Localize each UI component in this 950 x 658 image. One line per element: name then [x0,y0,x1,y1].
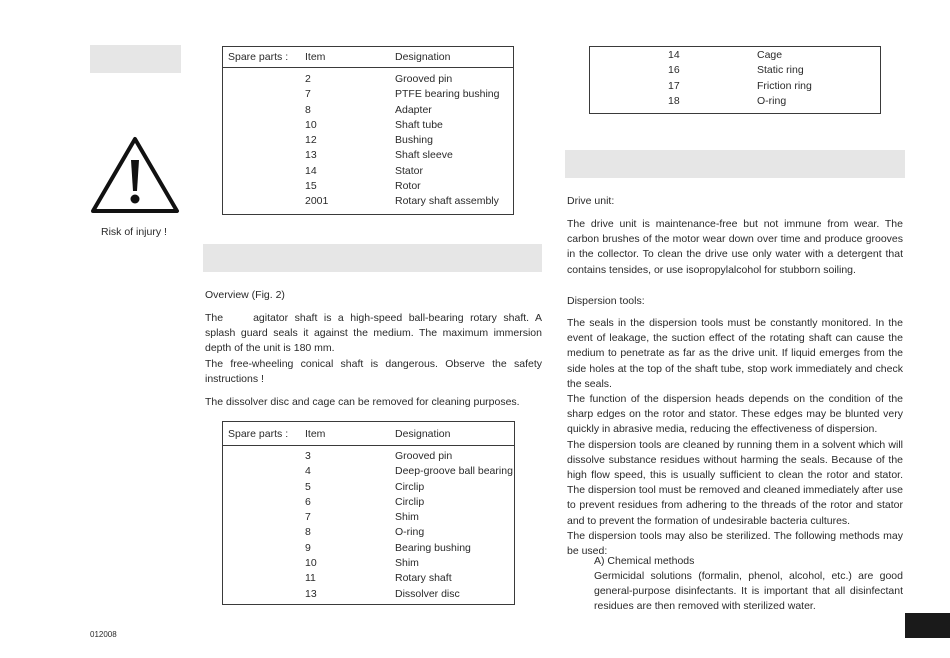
table-row [223,149,513,164]
table-row [223,88,513,103]
row-designation: Deep-groove ball bearing [395,465,513,478]
table-row [223,481,514,496]
dispersion-heads-paragraph: The function of the dispersion heads depends on the condition of the sharp edges on the rotor and stator. These edges may be blunted very quickly in abrasive media, reducing the effectiveness of dispersion. [567,393,903,436]
drive-unit-text: The drive unit is maintenance-free but not immune from wear. The carbon brushes of the motor wear down over time and produce grooves in the collector. To clean the drive use only water with a detergent that contains tensides, or use isopropylalcohol for stubborn soiling. [567,218,903,276]
table-row [223,588,514,603]
table-row [223,511,514,526]
row-item: 15 [305,180,317,193]
row-item: 13 [305,149,317,162]
row-designation: Stator [395,164,424,177]
table-row [223,180,513,195]
section-heading-bar [203,244,542,272]
dispersion-text [567,316,903,559]
row-item: 7 [305,88,311,101]
danger-note: The free-wheeling conical shaft is dangerous. Observe the safety instructions ! [205,357,542,385]
footer-code: 012008 [90,630,117,639]
row-designation: Static ring [757,64,804,77]
row-designation: Shim [395,557,419,570]
spare-parts-table-top [222,46,514,215]
header-designation: Designation [395,51,451,63]
dispersion-tools-label: Dispersion tools: [567,295,645,307]
drive-unit-label: Drive unit: [567,195,615,207]
table-row [590,95,880,110]
row-designation: Circlip [395,495,425,508]
table-header [223,422,514,446]
method-a-label: A) Chemical methods [594,555,695,567]
header-item: Item [305,428,326,440]
agitator-paragraph [205,311,542,387]
row-item: 16 [668,64,680,77]
row-item: 2 [305,73,311,85]
row-item: 18 [668,94,680,107]
warning-caption: Risk of injury ! [101,226,167,238]
row-item: 5 [305,480,311,493]
row-designation: Dissolver disc [395,587,460,600]
table-row [223,496,514,511]
table-body [223,450,514,603]
row-item: 14 [668,49,680,61]
row-designation: Circlip [395,480,425,493]
table-row [223,572,514,587]
table-row [223,465,514,480]
method-a-text: Germicidal solutions (formalin, phenol, alcohol, etc.) are good general-purpose disinfectants. It is important that all disinfectant residues are then removed with sterilized water. [594,570,903,613]
header-spare-parts: Spare parts : [228,51,289,63]
row-designation: Cage [757,49,783,61]
spare-parts-table-bottom [222,421,515,605]
header-designation: Designation [395,428,451,440]
row-item: 3 [305,450,311,462]
table-row [223,195,513,210]
page-tab-marker [905,613,950,638]
table-row [223,134,513,149]
row-item: 12 [305,134,317,147]
row-item: 17 [668,79,680,92]
table-row [223,557,514,572]
row-designation: Shim [395,511,419,524]
cleaning-note: The dissolver disc and cage can be removed for cleaning purposes. [205,396,520,408]
row-item: 8 [305,526,311,539]
dispersion-cleaning-paragraph: The dispersion tools are cleaned by running them in a solvent which will dissolve substance residues without harming the seals. Because of the high flow speed, this is usually sufficient to clean the rotor and stator. The dispersion tool must be removed and cleaned immediately after use to prevent residues from adhering to the threads of the rotor and stator and to prevent the formation of undesirable bacteria cultures. [567,438,903,527]
row-designation: Bearing bushing [395,541,471,554]
row-designation: Shaft sleeve [395,149,453,162]
row-item: 14 [305,164,317,177]
row-designation: PTFE bearing bushing [395,88,500,101]
row-item: 4 [305,465,311,478]
table-header [223,47,513,68]
table-row [223,526,514,541]
header-spare-parts: Spare parts : [228,428,289,440]
table-row [590,49,880,64]
dispersion-sterilize-paragraph: The dispersion tools may also be sterilized. The following methods may be used: [567,529,903,558]
dispersion-seals-paragraph: The seals in the dispersion tools must be constantly monitored. In the event of leakage, the suction effect of the rotating shaft can cause the medium to penetrate as far as the drive unit. If liquid emerges from the side holes at the top of the shaft tube, stop work immediately and check the seals. [567,317,903,390]
warning-icon [90,136,180,214]
para1-rest: agitator shaft is a high-speed ball-bearing rotary shaft. A splash guard seals it against the medium. The maximum immersion depth of the unit is 180 mm. [205,312,542,355]
overview-label: Overview (Fig. 2) [205,289,285,301]
row-item: 7 [305,511,311,524]
table-row [223,542,514,557]
row-designation: Shaft tube [395,118,443,131]
header-item: Item [305,51,326,63]
row-designation: O-ring [395,526,425,539]
spare-parts-table-continued [589,46,881,114]
row-designation: Grooved pin [395,450,453,462]
table-body [590,49,880,110]
row-item: 2001 [305,195,329,208]
row-designation: Rotary shaft assembly [395,195,499,208]
row-designation: O-ring [757,94,787,107]
row-designation: Bushing [395,134,433,147]
row-item: 8 [305,103,311,116]
agitator-description [205,311,542,357]
row-designation: Rotor [395,180,421,193]
row-designation: Adapter [395,103,432,116]
table-row [590,64,880,79]
row-item: 9 [305,541,311,554]
table-row [590,80,880,95]
row-designation: Grooved pin [395,73,453,85]
table-row [223,73,513,88]
row-item: 10 [305,118,317,131]
row-designation: Friction ring [757,79,812,92]
row-item: 11 [305,572,316,585]
table-row [223,165,513,180]
para1-start: The [205,312,224,324]
table-body [223,73,513,211]
table-row [223,450,514,465]
row-item: 10 [305,557,317,570]
section-marker-bar [90,45,181,73]
row-item: 6 [305,495,311,508]
section-heading-bar [565,150,905,178]
table-row [223,104,513,119]
row-item: 13 [305,587,317,600]
table-row [223,119,513,134]
row-designation: Rotary shaft [395,572,452,585]
